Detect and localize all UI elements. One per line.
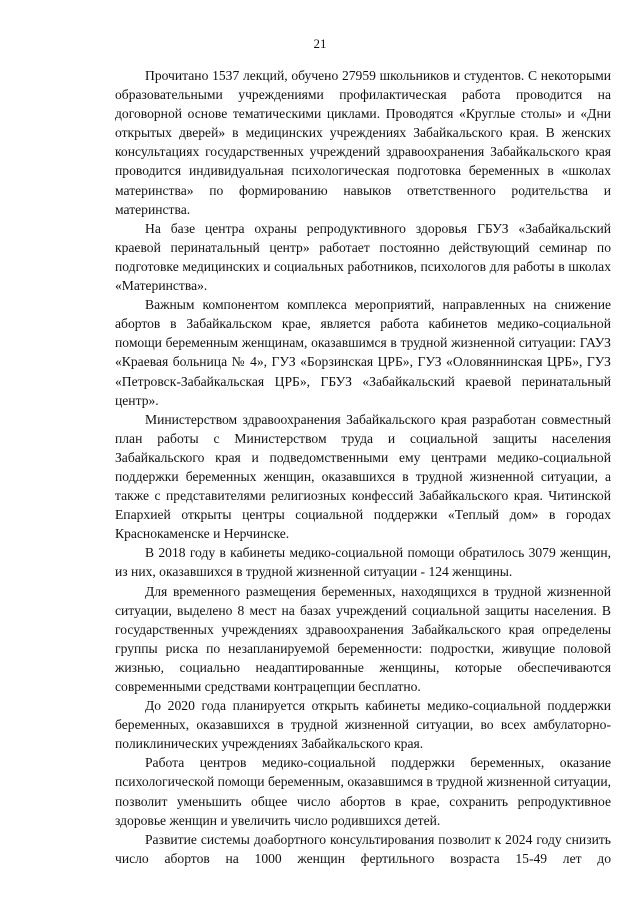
document-body — [115, 66, 611, 868]
paragraph: Развитие системы доабортного консультирования позволит к 2024 году снизить число абортов на 1000 женщин фертильного возраста 15-49 лет до — [115, 831, 611, 866]
paragraph: До 2020 года планируется открыть кабинеты медико-социальной поддержки беременных, оказавшихся в трудной жизненной ситуации, во всех амбулаторно-поликлинических учреждениях Забайкальского края. — [115, 698, 611, 752]
paragraph: Прочитано 1537 лекций, обучено 27959 школьников и студентов. С некоторыми образовательными учреждениями профилактическая работа проводится на договорной основе тематическими циклами. Проводятся «Круглые столы» и «Дни открытых дверей» в медицинских учреждениях Забайкальского края. В женских консультациях государственных учреждений здравоохранения Забайкальского края проводится индивидуальная психологическая подготовка беременных в «школах материнства» по формированию навыков ответственного родительства и материнства. — [115, 68, 611, 217]
paragraph: На базе центра охраны репродуктивного здоровья ГБУЗ «Забайкальский краевой перинатальный центр» работает постоянно действующий семинар по подготовке медицинских и социальных работников, психологов для работы в школах «Материнства». — [115, 220, 611, 294]
paragraph: В 2018 году в кабинеты медико-социальной помощи обратилось 3079 женщин, из них, оказавшихся в трудной жизненной ситуации - 124 женщины. — [115, 545, 611, 580]
paragraph: Важным компонентом комплекса мероприятий, направленных на снижение абортов в Забайкальском крае, является работа кабинетов медико-социальной помощи беременным женщинам, оказавшимся в трудной жизненной ситуации: ГАУЗ «Краевая больница № 4», ГУЗ «Борзинская ЦРБ», ГУЗ «Оловяннинская ЦРБ», ГУЗ «Петровск-Забайкальская ЦРБ», ГБУЗ «Забайкальский краевой перинатальный центр». — [115, 297, 611, 408]
paragraph: Министерством здравоохранения Забайкальского края разработан совместный план работы с Министерством труда и социальной защиты населения Забайкальского края и подведомственными ему центрами медико-социальной поддержки беременных женщин, оказавшихся в трудной жизненной ситуации, а также с представителями религиозных конфессий Забайкальского края. Читинской Епархией открыты центры социальной поддержки «Теплый дом» в городах Краснокаменске и Нерчинске. — [115, 411, 611, 542]
paragraph: Работа центров медико-социальной поддержки беременных, оказание психологической помощи беременным, оказавшимся в трудной жизненной ситуации, позволит уменьшить общее число абортов в крае, сохранить репродуктивное здоровье женщин и увеличить число родившихся детей. — [115, 755, 611, 828]
paragraph: Для временного размещения беременных, находящихся в трудной жизненной ситуации, выделено 8 мест на базах учреждений социальной защиты населения. В государственных учреждениях здравоохранения Забайкальского края определены группы риска по незапланируемой беременности: подростки, живущие половой жизнью, социально неадаптированные женщины, которые обеспечиваются современными средствами контрацепции бесплатно. — [115, 583, 611, 694]
page-number: 21 — [313, 36, 327, 51]
